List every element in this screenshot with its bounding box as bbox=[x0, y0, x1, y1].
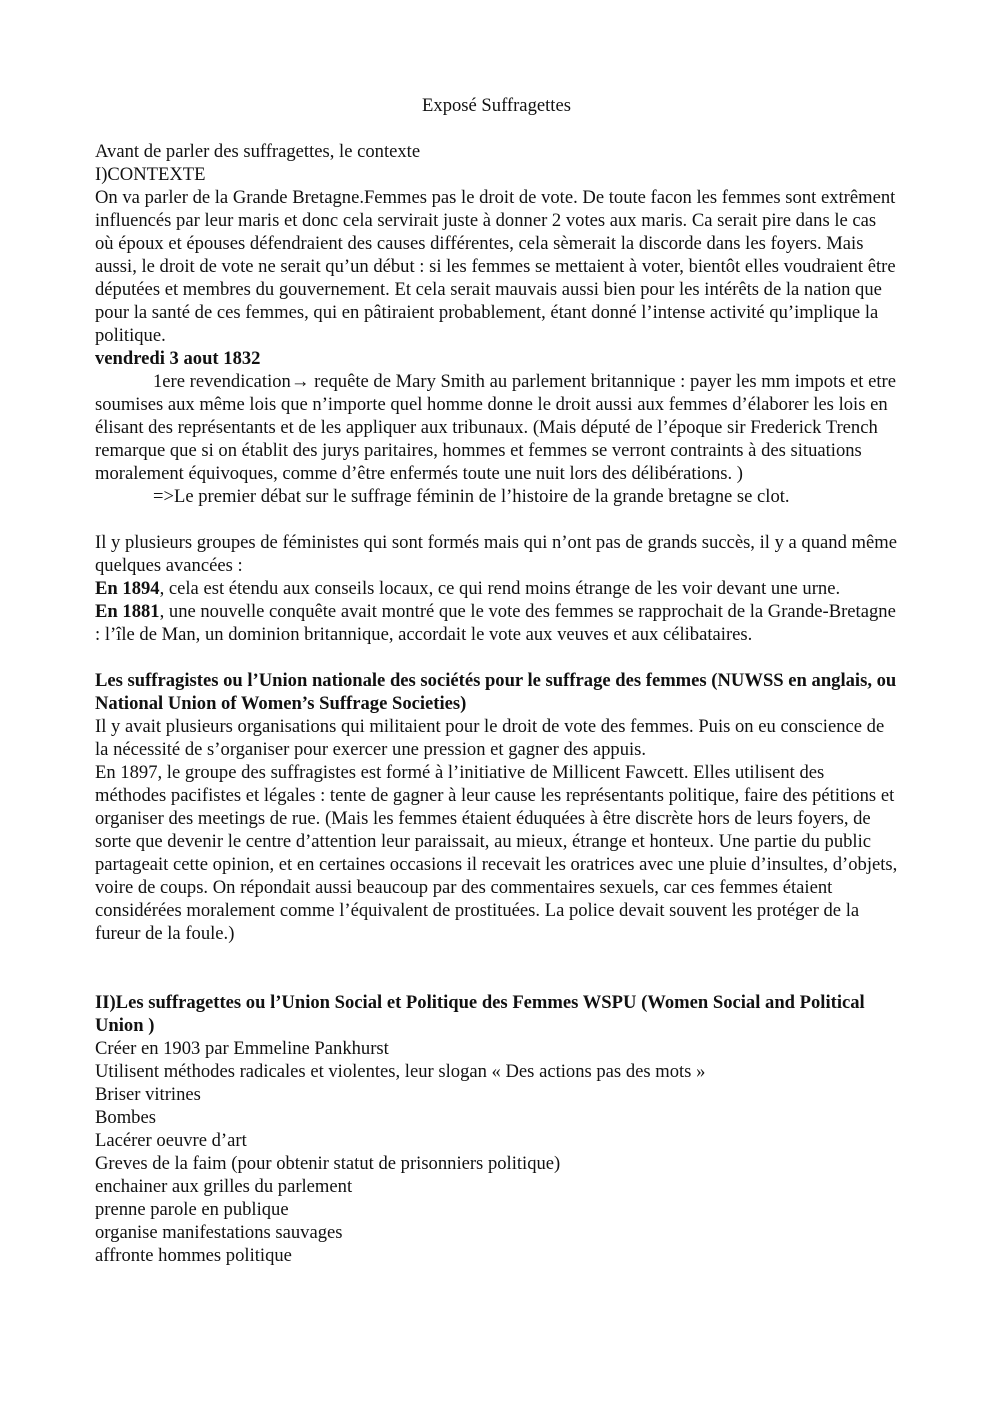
context-paragraph: On va parler de la Grande Bretagne.Femmes pas le droit de vote. De toute facon les femmes sont extrêment influencés par leur maris et donc cela servirait juste à donner 2 votes aux maris. Ca serait pire dans le cas où époux et épouses défendraient des causes différentes, cela sèmerait la discorde dans les foyers. Mais aussi, le droit de vote ne serait qu’un début : si les femmes se mettaient à voter, bientôt elles voudraient être députées et membres du gouvernement. Et cela serait mauvais aussi bien pour les intérêts de la nation que pour la santé de ces femmes, qui en pâtiraient probablement, étant donné l’intense activité qu’implique la politique. bbox=[95, 187, 896, 346]
year-1881-text: , une nouvelle conquête avait montré que le vote des femmes se rapprochait de la Grande-Bretagne : l’île de Man, un dominion britannique, accordait le vote aux veuves et aux célibataires. bbox=[95, 601, 896, 645]
first-debate-line: =>Le premier débat sur le suffrage féminin de l’histoire de la grande bretagne se clot. bbox=[153, 486, 790, 507]
list-item: Greves de la faim (pour obtenir statut de prisonniers politique) bbox=[95, 1153, 561, 1174]
wspu-founded-line: Créer en 1903 par Emmeline Pankhurst bbox=[95, 1038, 389, 1059]
year-1881-label: En 1881 bbox=[95, 601, 160, 622]
spacer bbox=[95, 508, 898, 531]
actions-list bbox=[95, 1083, 898, 1267]
document-title: Exposé Suffragettes bbox=[422, 95, 571, 116]
suffragists-paragraph-2: En 1897, le groupe des suffragistes est formé à l’initiative de Millicent Fawcett. Elles utilisent des méthodes pacifistes et légales : tente de gagner à leur cause les représentants politique, faire des pétitions et organiser des meetings de rue. (Mais les femmes étaient éduquées à être discrète hors de leurs foyers, de sorte que devenir le centre d’attention leur paraissait, au mieux, étrange et honteux. Une partie du public partageait cette opinion, et en certaines occasions il recevait les oratrices avec une pluie d’insultes, d’objets, voire de coups. On répondait aussi beaucoup par des commentaires sexuels, car ces femmes étaient considérées moralement comme l’équivalent de prostituées. La police devait souvent les protéger de la fureur de la foule.) bbox=[95, 762, 898, 944]
suffragists-paragraph-1: Il y avait plusieurs organisations qui militaient pour le droit de vote des femmes. Puis on eu conscience de la nécessité de s’organiser pour exercer une pression et gagner des appuis. bbox=[95, 716, 885, 760]
year-1894-label: En 1894 bbox=[95, 578, 160, 599]
spacer bbox=[95, 646, 898, 669]
year-1894-text: , cela est étendu aux conseils locaux, ce qui rend moins étrange de les voir devant une urne. bbox=[159, 578, 841, 599]
section1-heading: I)CONTEXTE bbox=[95, 164, 206, 185]
feminist-groups-paragraph: Il y plusieurs groupes de féministes qui sont formés mais qui n’ont pas de grands succès, il y a quand même quelques avancées : bbox=[95, 532, 897, 576]
list-item: prenne parole en publique bbox=[95, 1199, 289, 1220]
list-item: enchainer aux grilles du parlement bbox=[95, 1176, 353, 1197]
list-item: organise manifestations sauvages bbox=[95, 1222, 343, 1243]
list-item: Bombes bbox=[95, 1107, 156, 1128]
list-item: Briser vitrines bbox=[95, 1084, 201, 1105]
list-item: Lacérer oeuvre d’art bbox=[95, 1130, 247, 1151]
spacer bbox=[95, 945, 898, 991]
suffragists-heading: Les suffragistes ou l’Union nationale des sociétés pour le suffrage des femmes (NUWSS en anglais, ou National Union of Women’s Suffrage Societies) bbox=[95, 670, 897, 714]
first-claim-paragraph: 1ere revendication→ requête de Mary Smith au parlement britannique : payer les mm impots et etre soumises aux même lois que n’importe quel homme donne le droit aussi aux femmes d’élaborer les lois en élisant des représentants et de les appliquer aux tribunaux. (Mais député de l’époque sir Frederick Trench remarque que si on établit des jurys paritaires, hommes et femmes se verront contraints à des situations moralement équivoques, comme d’être enfermés toute une nuit lors des délibérations. ) bbox=[95, 371, 896, 484]
list-item: affronte hommes politique bbox=[95, 1245, 292, 1266]
intro-line: Avant de parler des suffragettes, le contexte bbox=[95, 141, 421, 162]
year-1881-paragraph bbox=[95, 600, 898, 646]
date-heading: vendredi 3 aout 1832 bbox=[95, 348, 261, 369]
year-1894-paragraph bbox=[95, 577, 898, 600]
wspu-methods-line: Utilisent méthodes radicales et violentes, leur slogan « Des actions pas des mots » bbox=[95, 1061, 706, 1082]
section2-heading: II)Les suffragettes ou l’Union Social et Politique des Femmes WSPU (Women Social and Political Union ) bbox=[95, 992, 865, 1036]
